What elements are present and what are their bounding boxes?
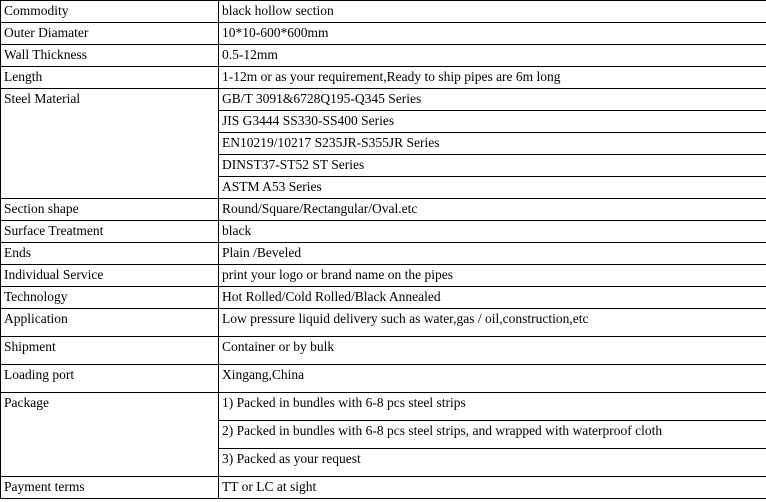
- row-label: Loading port: [1, 365, 219, 393]
- row-value: Xingang,China: [219, 365, 766, 393]
- row-value: black: [219, 221, 766, 243]
- table-row: [1, 393, 766, 421]
- row-label: Surface Treatment: [1, 221, 219, 243]
- table-row: [1, 287, 766, 309]
- row-value: Round/Square/Rectangular/Oval.etc: [219, 199, 766, 221]
- row-label: Section shape: [1, 199, 219, 221]
- table-row: [1, 221, 766, 243]
- row-value: EN10219/10217 S235JR-S355JR Series: [219, 133, 766, 155]
- row-value: GB/T 3091&6728Q195-Q345 Series: [219, 89, 766, 111]
- row-label: Individual Service: [1, 265, 219, 287]
- row-label: Commodity: [1, 1, 219, 23]
- row-value: 3) Packed as your request: [219, 449, 766, 477]
- row-label: Shipment: [1, 337, 219, 365]
- row-value: Low pressure liquid delivery such as water,gas / oil,construction,etc: [219, 309, 766, 337]
- table-row: [1, 1, 766, 23]
- table-row: [1, 265, 766, 287]
- table-row: [1, 67, 766, 89]
- row-label: Wall Thickness: [1, 45, 219, 67]
- row-value: 1-12m or as your requirement,Ready to ship pipes are 6m long: [219, 67, 766, 89]
- table-row: [1, 45, 766, 67]
- row-value: 10*10-600*600mm: [219, 23, 766, 45]
- row-value: JIS G3444 SS330-SS400 Series: [219, 111, 766, 133]
- row-value: black hollow section: [219, 1, 766, 23]
- row-label: Technology: [1, 287, 219, 309]
- row-value: ASTM A53 Series: [219, 177, 766, 199]
- row-value: DINST37-ST52 ST Series: [219, 155, 766, 177]
- row-value: Hot Rolled/Cold Rolled/Black Annealed: [219, 287, 766, 309]
- row-value: Container or by bulk: [219, 337, 766, 365]
- row-label: Payment terms: [1, 477, 219, 499]
- row-label: Length: [1, 67, 219, 89]
- table-row: [1, 199, 766, 221]
- row-label: Application: [1, 309, 219, 337]
- table-row: [1, 365, 766, 393]
- row-label: Package: [1, 393, 219, 477]
- table-row: [1, 89, 766, 111]
- row-label: Outer Diamater: [1, 23, 219, 45]
- row-label: Ends: [1, 243, 219, 265]
- table-row: [1, 243, 766, 265]
- row-value: Plain /Beveled: [219, 243, 766, 265]
- row-value: 0.5-12mm: [219, 45, 766, 67]
- table-row: [1, 309, 766, 337]
- table-row: [1, 477, 766, 499]
- table-row: [1, 23, 766, 45]
- row-value: print your logo or brand name on the pipes: [219, 265, 766, 287]
- row-label: Steel Material: [1, 89, 219, 199]
- row-value: TT or LC at sight: [219, 477, 766, 499]
- row-value: 1) Packed in bundles with 6-8 pcs steel strips: [219, 393, 766, 421]
- table-row: [1, 337, 766, 365]
- row-value: 2) Packed in bundles with 6-8 pcs steel strips, and wrapped with waterproof cloth: [219, 421, 766, 449]
